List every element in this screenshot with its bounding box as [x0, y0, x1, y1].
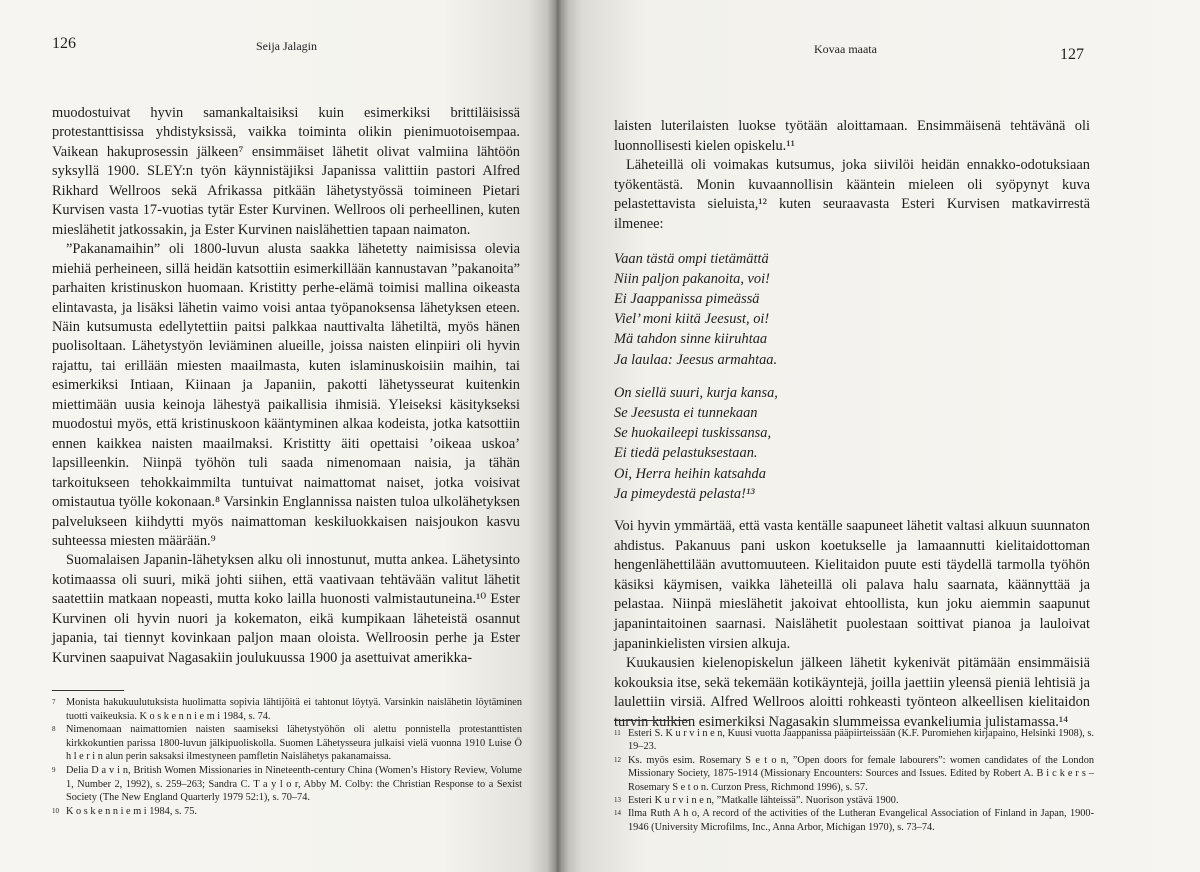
- footnote: [614, 727, 1094, 754]
- footnote-rule: [52, 690, 124, 691]
- poem-stanza: [614, 383, 1090, 504]
- left-page: [0, 0, 556, 872]
- poem-line: Ei Jaappanissa pimeässä: [614, 290, 760, 307]
- paragraph: Suomalaisen Japanin-lähetyksen alku oli innostunut, mutta ankea. Lähetysinto kotimaassa oli suuri, mikä johti siihen, että vaativaan tehtävään valitut lähetit saatettiin matkaan nopeasti, mutta koko lailla huonosti valmistautuneina.¹⁰ Ester Kurvinen oli hyvin nuori ja kokematon, eikä kumpikaan läheteistä osannut japania, tai tiennyt kovinkaan paljon maan oloista. Wellroosin perhe ja Ester Kurvinen saapuivat Nagasakiin joulukuussa 1900 ja asettuivat amerikka-: [52, 552, 520, 666]
- poem-stanza: [614, 249, 1090, 370]
- poem-line: Vaan tästä ompi tietämättä: [614, 250, 769, 267]
- footnote-mark: 9: [52, 765, 56, 774]
- page-number: 127: [1060, 46, 1084, 63]
- paragraph: Kuukausien kielenopiskelun jälkeen lähetit kykenivät pitämään ensimmäisiä kokouksia itse, sekä tekemään kotikäyntejä, joilla jaettiin yleensä pieniä lehtisiä ja laulettiin virsiä. Alfred Wellroos aloitti rohkeasti työnteon alkeellisen kielitaidon turvin kulkien esimerkiksi Nagasakin slummeissa evankeliumia julistamassa.¹⁴: [614, 655, 1090, 730]
- running-head: Kovaa maata: [814, 42, 877, 56]
- footnote-mark: 8: [52, 725, 56, 734]
- poem-line: On siellä suuri, kurja kansa,: [614, 384, 778, 401]
- paragraph: Voi hyvin ymmärtää, että vasta kentälle saapuneet lähetit valtasi alkuun suunnaton ahdistus. Pakanuus pani uskon koetukselle ja lamaannutti kielitaidottoman hengenlähettilään avuttomuuteen. Kielitaidon puute esti täydellä tarmolla työhön käsiksi käymisen, vaikka läheteillä oli palava halu saarnata, käännyttää ja pelastaa. Niinpä mieslähetit jakoivat ehtoollista, kun joku aiemmin saapunut japanintaitoinen saarnasi. Naislähetit puolestaan soittivat pianoa ja lauloivat japaninkielisten virsien alkuja.: [614, 518, 1090, 652]
- footnote-mark: 12: [614, 755, 621, 764]
- footnote: [52, 764, 522, 805]
- footnote-mark: 10: [52, 806, 59, 815]
- running-head: Seija Jalagin: [256, 39, 317, 53]
- poem-line: Niin paljon pakanoita, voi!: [614, 270, 770, 287]
- poem-line: Viel’ moni kiitä Jeesust, oi!: [614, 311, 770, 328]
- page-number: 126: [52, 35, 76, 52]
- right-page: [556, 0, 1200, 872]
- footnote-rule: [614, 720, 690, 721]
- footnote-mark: 14: [614, 809, 621, 818]
- footnote-mark: 13: [614, 796, 621, 805]
- poem-line: Ja pimeydestä pelasta!¹³: [614, 485, 755, 502]
- footnote-mark: 11: [614, 729, 621, 737]
- body-text: [614, 117, 1090, 733]
- paragraph: laisten luterilaisten luokse työtään aloittamaan. Ensimmäisenä tehtävänä oli luonnollisesti kielen opiskelu.¹¹: [614, 118, 1090, 154]
- poem-line: Ja laulaa: Jeesus armahtaa.: [614, 351, 778, 368]
- footnote: [614, 807, 1094, 834]
- poem-line: Ei tiedä pelastuksestaan.: [614, 445, 758, 462]
- footnote: [614, 794, 1094, 807]
- poem-line: Mä tahdon sinne kiiruhtaa: [614, 331, 768, 348]
- footnote-text: Nimenomaan naimattomien naisten saamiseksi lähetystyöhön oli alettu ponnistella protestanttisten kirkkokuntien parissa 1800-luvun jälkipuoliskolla. Suomen Lähetysseura julkaisi vielä vuonna 1910 Luise Ö h l e r i n alun perin saksaksi ilmestyneen pamfletin Naislähetys pakanamaissa.: [66, 724, 522, 763]
- footnote-text: Esteri S. K u r v i n e n, Kuusi vuotta Jaappanissa pääpiirteissään (K.F. Puromiehen kirjapaino, Helsinki 1908), s. 19–23.: [628, 728, 1094, 753]
- poem-line: Oi, Herra heihin katsahda: [614, 465, 766, 482]
- poem-line: Se Jeesusta ei tunnekaan: [614, 404, 758, 421]
- footnote-text: K o s k e n n i e m i 1984, s. 75.: [66, 805, 197, 817]
- footnote: [52, 805, 522, 819]
- paragraph: Läheteillä oli voimakas kutsumus, joka siivilöi heidän ennakko-odotuksiaan työkentästä. Monin kuvaannollisin kääntein mieleen oli syöpynyt kuva pelastettavista sieluista,¹² kuten seuraavasta Esteri Kurvisen matkavirrestä ilmenee:: [614, 157, 1090, 232]
- poem-line: Se huokaileepi tuskissansa,: [614, 425, 772, 442]
- footnote-text: Monista hakukuulutuksista huolimatta sopivia lähtijöitä ei tahtonut löytyä. Varsinkin naislähetin löytäminen tuotti vaikeuksia. K o s k e n n i e m i 1984, s. 74.: [66, 697, 522, 722]
- footnote-mark: 7: [52, 698, 56, 706]
- footnote-text: Ks. myös esim. Rosemary S e t o n, ”Open doors for female labourers”: women candidates of the London Missionary Society, 1875-1914 (Missionary Encounters: Sources and Issues. Edited by Robert A. B i c k e r s – Rosemary S e t o n. Curzon Press, Richmond 1996), s. 57.: [628, 754, 1094, 793]
- footnotes: [614, 727, 1094, 834]
- footnote-text: Ilma Ruth A h o, A record of the activities of the Lutheran Evangelical Association of Finland in Japan, 1900-1946 (University Microfilms, Inc., Anna Arbor, Michigan 1970), s. 73–74.: [628, 808, 1094, 833]
- poem: [614, 249, 1090, 504]
- paragraph: muodostuivat hyvin samankaltaisiksi kuin esimerkiksi brittiläisissä protestanttisissa yhdistyksissä, vaikka toiminta olikin pienimuotoisempaa. Vaikean hakuprosessin jälkeen⁷ ensimmäiset lähetit olivat valmiina lähtöön syksyllä 1900. SLEY:n työn käynnistäjiksi Japanissa valittiin pastori Alfred Rikhard Wellroos sekä Afrikassa pitkään lähetystyössä toimineen Pietari Kurvisen vasta 17-vuotias tytär Ester Kurvinen. Wellroos oli perheellinen, kuten mieslähetit jatkossakin, ja Ester Kurvinen naislähettien tapaan naimaton.: [52, 105, 520, 238]
- footnote-text: Esteri K u r v i n e n, ”Matkalle lähteissä”. Nuorison ystävä 1900.: [628, 795, 899, 807]
- paragraph: ”Pakanamaihin” oli 1800-luvun alusta saakka lähetetty naimisissa olevia miehiä perheineen, sillä heidän katsottiin esimerkillään kannustavan ”pakanoita” parhaiten kristinuskon huomaan. Kristitty perhe-elämä toimisi mallina oikeasta elintavasta, ja lisäksi lähetin vaimo voisi antaa työpanoksensa lähetyksen eteen. Näin kutsumusta edellytettiin paitsi palkkaa nauttivalta lähetiltä, myös hänen puolisoltaan. Lähetystyön leviäminen alueille, joissa naisten elinpiiri oli hyvin rajattu, tai erillään miesten maailmasta, kuten islaminuskoisiin maihin, tai esimerkiksi Intiaan, Kiinaan ja Japaniin, pakotti lähetysseurat kuitenkin miettimään uusia keinoja lähestyä paikallisia ihmisiä. Yleiseksi käsitykseksi muodostui myös, että kristinuskoon kääntyminen alkaa kodeista, jotka katsottiin ennen kaikkea naisten maailmaksi. Kristitty äiti opettaisi ’oikeaa uskoa’ lapsilleenkin. Niinpä työhön tuli saada nimenomaan naisia, ja tähän tarkoitukseen tehokkaimmilta tuntuivat naimattomat naiset, jotka voisivat omistautua työlle kokonaan.⁸ Varsinkin Englannissa naisten tuloa ulkolähetyksen palvelukseen kiihdytti myös naimattoman keskiluokkaisen naisjoukon kasvu suhteessa miesten määrään.⁹: [52, 241, 520, 549]
- footnote: [52, 723, 522, 764]
- body-text: [52, 104, 520, 668]
- footnote: [52, 696, 522, 723]
- footnote: [614, 754, 1094, 794]
- footnotes: [52, 696, 522, 818]
- footnote-text: Delia D a v i n, British Women Missionaries in Nineteenth-century China (Women’s History Review, Volume 1, Number 2, 1992), s. 259–263; Sandra C. T a y l o r, Abby M. Colby: the Christian Response to a Sexist Society (The New England Quarterly 1979 52:1), s. 70–74.: [66, 764, 522, 804]
